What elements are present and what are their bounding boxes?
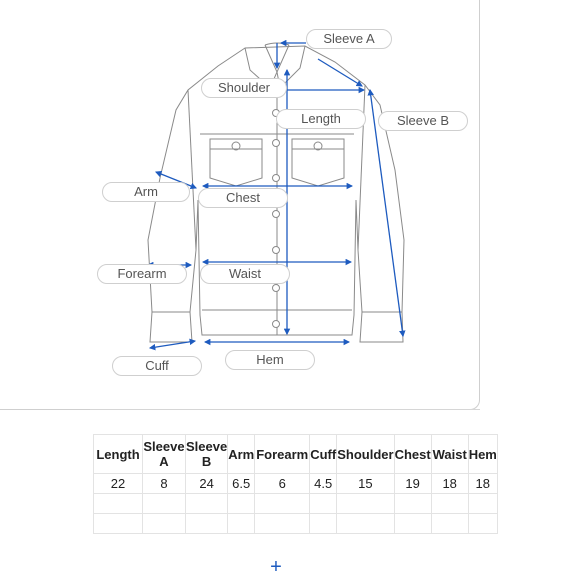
table-cell[interactable]: 15 bbox=[337, 474, 394, 494]
label-cuff: Cuff bbox=[112, 356, 202, 376]
header-arm[interactable]: Arm bbox=[228, 435, 255, 474]
header-length[interactable]: Length bbox=[94, 435, 143, 474]
table-cell[interactable]: 18 bbox=[431, 474, 468, 494]
table-cell[interactable]: 22 bbox=[94, 474, 143, 494]
table-cell[interactable]: 4.5 bbox=[310, 474, 337, 494]
table-cell[interactable] bbox=[431, 494, 468, 514]
table-cell[interactable]: 18 bbox=[468, 474, 497, 494]
label-waist: Waist bbox=[200, 264, 290, 284]
table-cell[interactable] bbox=[468, 494, 497, 514]
table-cell[interactable]: 6.5 bbox=[228, 474, 255, 494]
header-sleeve-b[interactable]: Sleeve B bbox=[186, 435, 228, 474]
label-chest: Chest bbox=[198, 188, 288, 208]
header-forearm[interactable]: Forearm bbox=[255, 435, 310, 474]
header-chest[interactable]: Chest bbox=[394, 435, 431, 474]
header-cuff[interactable]: Cuff bbox=[310, 435, 337, 474]
table-cell[interactable] bbox=[186, 494, 228, 514]
table-cell[interactable] bbox=[468, 514, 497, 534]
header-hem[interactable]: Hem bbox=[468, 435, 497, 474]
table-cell[interactable]: 6 bbox=[255, 474, 310, 494]
table-cell[interactable] bbox=[310, 494, 337, 514]
table-cell[interactable] bbox=[228, 514, 255, 534]
header-waist[interactable]: Waist bbox=[431, 435, 468, 474]
jacket-buttons bbox=[273, 110, 280, 328]
table-cell[interactable] bbox=[394, 514, 431, 534]
table-cell[interactable] bbox=[94, 494, 143, 514]
table-cell[interactable] bbox=[143, 514, 186, 534]
table-row bbox=[94, 514, 498, 534]
label-sleeve-a: Sleeve A bbox=[306, 29, 392, 49]
header-shoulder[interactable]: Shoulder bbox=[337, 435, 394, 474]
table-header-row bbox=[94, 435, 498, 474]
table-row bbox=[94, 474, 498, 494]
table-cell[interactable] bbox=[394, 494, 431, 514]
header-sleeve-a[interactable]: Sleeve A bbox=[143, 435, 186, 474]
label-sleeve-b: Sleeve B bbox=[378, 111, 468, 131]
table-cell[interactable] bbox=[186, 514, 228, 534]
label-hem: Hem bbox=[225, 350, 315, 370]
label-length: Length bbox=[276, 109, 366, 129]
table-cell[interactable]: 8 bbox=[143, 474, 186, 494]
table-row bbox=[94, 494, 498, 514]
label-arm: Arm bbox=[102, 182, 190, 202]
table-cell[interactable] bbox=[255, 494, 310, 514]
add-row-button[interactable]: + bbox=[270, 556, 282, 578]
table-cell[interactable] bbox=[143, 494, 186, 514]
table-cell[interactable]: 24 bbox=[186, 474, 228, 494]
size-table bbox=[93, 434, 498, 534]
table-cell[interactable] bbox=[94, 514, 143, 534]
table-cell[interactable] bbox=[228, 494, 255, 514]
label-forearm: Forearm bbox=[97, 264, 187, 284]
table-cell[interactable] bbox=[337, 494, 394, 514]
label-shoulder: Shoulder bbox=[201, 78, 287, 98]
table-cell[interactable] bbox=[310, 514, 337, 534]
table-cell[interactable] bbox=[431, 514, 468, 534]
table-cell[interactable] bbox=[337, 514, 394, 534]
table-cell[interactable]: 19 bbox=[394, 474, 431, 494]
table-cell[interactable] bbox=[255, 514, 310, 534]
